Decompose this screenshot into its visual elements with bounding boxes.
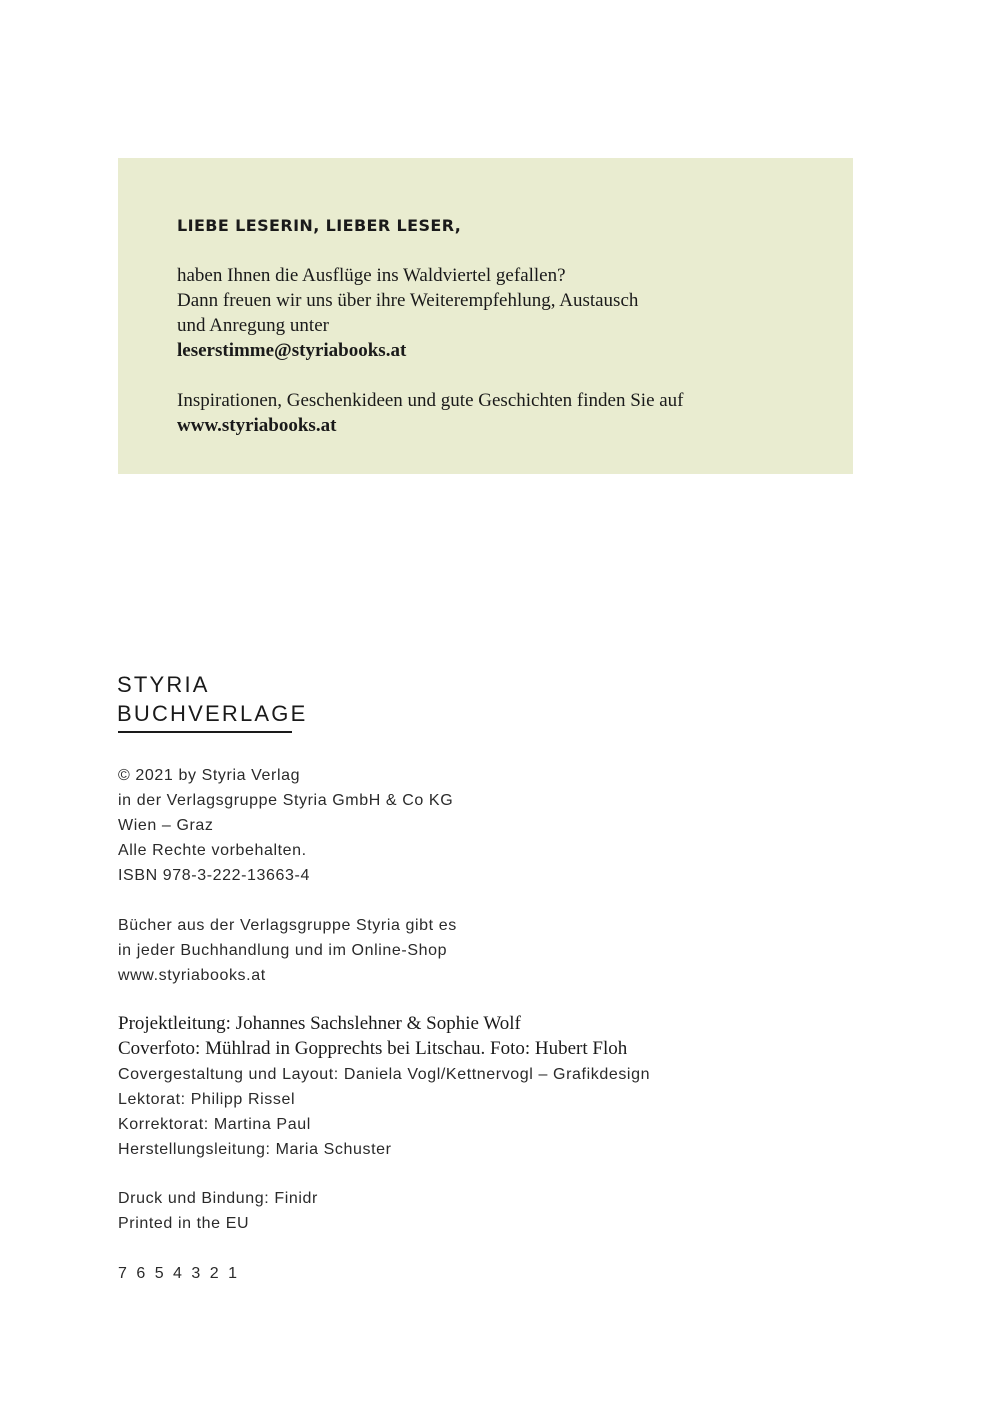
publisher-logo xyxy=(117,670,307,728)
shop-website-link[interactable]: www.styriabooks.at xyxy=(118,967,266,984)
reader-greeting: LIEBE LESERIN, LIEBER LESER, xyxy=(177,216,462,235)
reader-email-link[interactable]: leserstimme@styriabooks.at xyxy=(177,340,407,361)
logo-underline xyxy=(118,731,292,733)
isbn-line: ISBN 978-3-222-13663-4 xyxy=(118,867,310,884)
reader-message-line: und Anregung unter xyxy=(177,315,329,336)
rights-line: Alle Rechte vorbehalten. xyxy=(118,842,307,859)
production-credit: Herstellungsleitung: Maria Schuster xyxy=(118,1141,392,1158)
copyright-block xyxy=(118,763,453,888)
project-lead-line: Projektleitung: Johannes Sachslehner & Sophie Wolf xyxy=(118,1013,521,1034)
shop-line: in jeder Buchhandlung und im Online-Shop xyxy=(118,942,448,959)
logo-line-styria: STYRIA xyxy=(117,672,210,697)
proofreader-credit: Korrektorat: Martina Paul xyxy=(118,1116,311,1133)
reader-message-line: haben Ihnen die Ausflüge ins Waldviertel gefallen? xyxy=(177,265,566,286)
inspiration-text xyxy=(177,388,684,438)
print-block xyxy=(118,1186,318,1236)
publisher-group-line: in der Verlagsgruppe Styria GmbH & Co KG xyxy=(118,792,454,809)
website-link[interactable]: www.styriabooks.at xyxy=(177,415,337,436)
reader-message-line: Dann freuen wir uns über ihre Weiterempfehlung, Austausch xyxy=(177,290,639,311)
design-credit: Covergestaltung und Layout: Daniela Vogl/Kettnervogl – Grafikdesign xyxy=(118,1066,651,1083)
copyright-line: © 2021 by Styria Verlag xyxy=(118,767,301,784)
staff-credits xyxy=(118,1062,650,1162)
cover-photo-line: Coverfoto: Mühlrad in Gopprechts bei Litschau. Foto: Hubert Floh xyxy=(118,1038,628,1059)
inspiration-line: Inspirationen, Geschenkideen und gute Geschichten finden Sie auf xyxy=(177,390,684,411)
impression-line: 7 6 5 4 3 2 1 xyxy=(118,1265,240,1282)
printed-in-line: Printed in the EU xyxy=(118,1215,250,1232)
printer-line: Druck und Bindung: Finidr xyxy=(118,1190,318,1207)
editor-credit: Lektorat: Philipp Rissel xyxy=(118,1091,296,1108)
location-line: Wien – Graz xyxy=(118,817,214,834)
shop-line: Bücher aus der Verlagsgruppe Styria gibt es xyxy=(118,917,457,934)
reader-message xyxy=(177,263,638,363)
project-credits xyxy=(118,1011,627,1061)
shop-block xyxy=(118,913,457,988)
logo-line-buchverlage: BUCHVERLAGE xyxy=(117,701,308,726)
